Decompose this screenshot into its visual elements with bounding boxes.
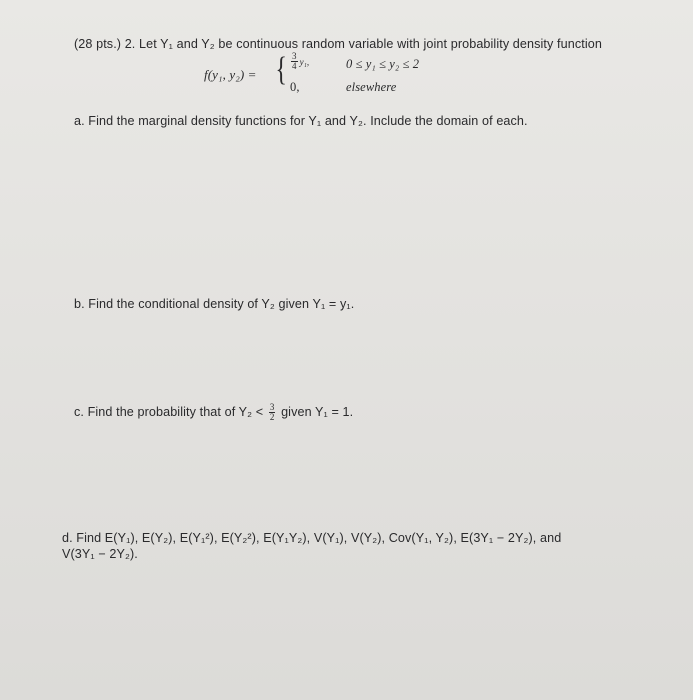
part-a-text: a. Find the marginal density functions for Y₁ and Y₂. Include the domain of each. — [74, 114, 528, 128]
pdf-coef-numerator: 3 — [292, 51, 297, 61]
part-d-line2: V(3Y₁ − 2Y₂). — [62, 547, 138, 561]
pdf-lhs: f(y₁, y₂) = — [204, 67, 257, 82]
problem-header: (28 pts.) 2. Let Y₁ and Y₂ be continuous random variable with joint probability density function — [74, 37, 602, 51]
part-d-line1: d. Find E(Y₁), E(Y₂), E(Y₁²), E(Y₂²), E(Y₁Y₂), V(Y₁), V(Y₂), Cov(Y₁, Y₂), E(3Y₁ − 2Y₂), and — [62, 531, 562, 545]
part-c-frac-denominator: 2 — [269, 412, 275, 422]
part-c-before: c. Find the probability that of Y₂ < — [74, 404, 264, 419]
part-b-text: b. Find the conditional density of Y₂ given Y₁ = y₁. — [74, 297, 355, 311]
pdf-case1-condition: 0 ≤ y₁ ≤ y₂ ≤ 2 — [346, 57, 420, 71]
pdf-case1-coefficient — [291, 52, 298, 71]
pdf-brace: { — [275, 51, 287, 88]
pdf-coef-denominator: 4 — [292, 61, 297, 71]
part-c-after: given Y₁ = 1. — [281, 404, 354, 419]
pdf-case1-variable: y₁, — [299, 56, 310, 67]
part-c-fraction — [269, 403, 276, 422]
pdf-case2-condition: elsewhere — [346, 80, 397, 94]
pdf-case2-value: 0, — [290, 80, 300, 94]
part-c-text — [74, 403, 353, 422]
part-c-frac-numerator: 3 — [269, 402, 275, 412]
pdf-case1-expr — [289, 52, 309, 71]
